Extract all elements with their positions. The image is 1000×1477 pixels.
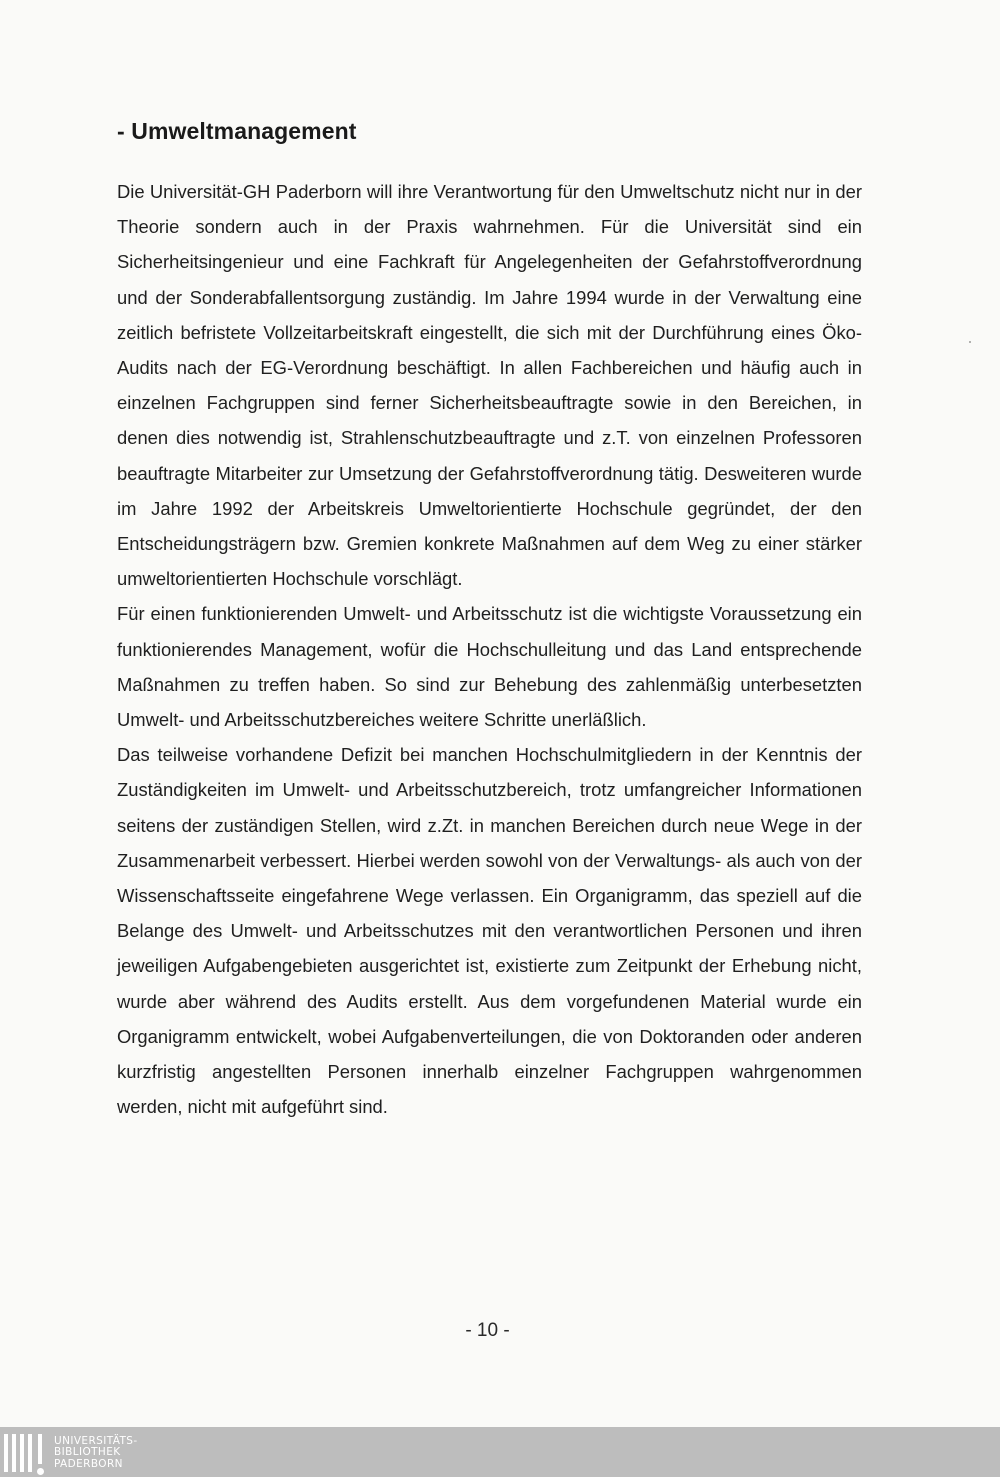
library-logo-text bbox=[54, 1436, 138, 1471]
body-text bbox=[117, 174, 862, 1124]
library-footer-bar bbox=[0, 1427, 1000, 1477]
section-heading: - Umweltmanagement bbox=[117, 118, 357, 144]
library-logo-line: UNIVERSITÄTS- bbox=[54, 1434, 138, 1447]
scan-speck bbox=[969, 341, 971, 343]
paragraph: Für einen funktionierenden Umwelt- und Arbeitsschutz ist die wichtigste Voraussetzung ein funktionierendes Management, wofür die Hochschulleitung und das Land entsprechende Maßnahmen zu treffen haben. So sind zur Behebung des zahlenmäßig unterbesetzten Umwelt- und Arbeitsschutzbereiches weitere Schritte unerläßlich. bbox=[117, 603, 862, 731]
library-logo-line: BIBLIOTHEK bbox=[54, 1446, 121, 1459]
library-logo-line: PADERBORN bbox=[54, 1457, 123, 1470]
paragraph: Die Universität-GH Paderborn will ihre Verantwortung für den Umweltschutz nicht nur in der Theorie sondern auch in der Praxis wahrnehmen. Für die Universität sind ein Sicherheitsingenieur und eine Fachkraft für Angelegenheiten der Gefahrstoffverordnung und der Sonderabfallentsorgung zuständig. Im Jahre 1994 wurde in der Verwaltung eine zeitlich befristete Vollzeitarbeitskraft eingestellt, die sich mit der Durchführung eines Öko-Audits nach der EG-Verordnung beschäftigt. In allen Fachbereichen und häufig auch in einzelnen Fachgruppen sind ferner Sicherheitsbeauftragte sowie in den Bereichen, in denen dies notwendig ist, Strahlenschutzbeauftragte und z.T. von einzelnen Professoren beauftragte Mitarbeiter zur Umsetzung der Gefahrstoffverordnung tätig. Desweiteren wurde im Jahre 1992 der Arbeitskreis Umweltorientierte Hochschule gegründet, der den Entscheidungsträgern bzw. Gremien konkrete Maßnahmen auf dem Weg zu einer stärker umweltorientierten Hochschule vorschlägt. bbox=[117, 181, 862, 590]
paragraph: Das teilweise vorhandene Defizit bei manchen Hochschulmitgliedern in der Kenntnis der Zuständigkeiten im Umwelt- und Arbeitsschutzbereich, trotz umfangreicher Informationen seitens der zuständigen Stellen, wird z.Zt. in manchen Bereichen durch neue Wege in der Zusammenarbeit verbessert. Hierbei werden sowohl von der Verwaltungs- als auch von der Wissenschaftsseite eingefahrene Wege verlassen. Ein Organigramm, das speziell auf die Belange des Umwelt- und Arbeitsschutzes mit den verantwortlichen Personen und ihren jeweiligen Aufgabengebieten ausgerichtet ist, existierte zum Zeitpunkt der Erhebung nicht, wurde aber während des Audits erstellt. Aus dem vorgefundenen Material wurde ein Organigramm entwickelt, wobei Aufgabenverteilungen, die von Doktoranden oder anderen kurzfristig angestellten Personen innerhalb einzelner Fachgruppen wahrgenommen werden, nicht mit aufgeführt sind. bbox=[117, 744, 862, 1118]
library-barcode-logo-icon bbox=[0, 1430, 52, 1476]
page-number: - 10 - bbox=[465, 1320, 510, 1341]
library-logo bbox=[0, 1430, 138, 1476]
